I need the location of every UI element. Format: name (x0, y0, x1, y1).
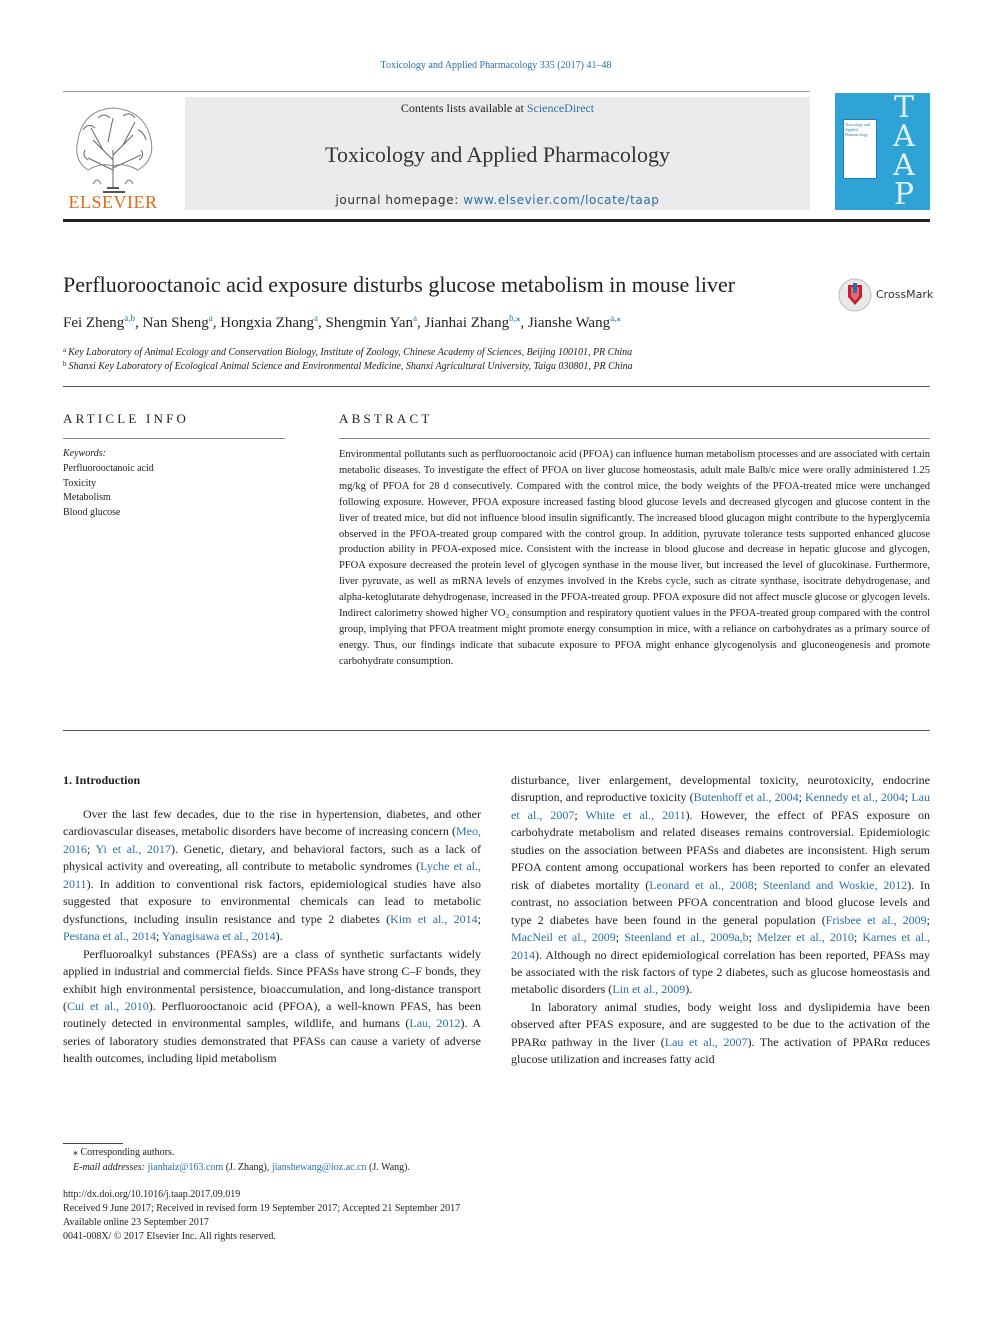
citation-link[interactable]: Steenland et al., 2009a,b (624, 930, 749, 945)
keyword: Toxicity (63, 477, 97, 489)
citation-link[interactable]: Lau, 2012 (409, 1016, 461, 1031)
author-name: Shengmin Yan (325, 315, 414, 331)
article-title: Perfluorooctanoic acid exposure disturbs glucose metabolism in mouse liver (63, 272, 736, 297)
body-column-right (511, 772, 930, 1069)
article-info-rule (63, 438, 285, 439)
citation-link[interactable]: Yi et al., 2017 (95, 841, 172, 856)
affiliation-text: Shanxi Key Laboratory of Ecological Animal Science and Environmental Medicine, Shanxi Agricultural University, Taigu 030801, PR China (68, 361, 633, 372)
received-dates: Received 9 June 2017; Received in revised form 19 September 2017; Accepted 21 September 2017 (63, 1203, 461, 1214)
author-separator: , (417, 315, 425, 331)
author-affiliation-mark[interactable]: a,b (124, 313, 135, 323)
journal-citation[interactable]: Toxicology and Applied Pharmacology 335 (2017) 41–48 (380, 60, 612, 71)
citation-link[interactable]: Leonard et al., 2008 (649, 877, 754, 892)
author-affiliation-mark[interactable]: b,⁎ (509, 313, 521, 323)
citation-link[interactable]: Frisbee et al., 2009 (825, 912, 927, 927)
affiliation-text: Key Laboratory of Animal Ecology and Conservation Biology, Institute of Zoology, Chinese Academy of Sciences, Beijing 100101, PR China (68, 347, 633, 358)
journal-cover-image[interactable] (835, 90, 930, 212)
email-owner: (J. Wang). (366, 1162, 410, 1173)
citation-link[interactable]: White et al., 2011 (585, 807, 686, 822)
author-name: Jianhai Zhang (424, 315, 510, 331)
journal-homepage (185, 193, 810, 207)
body-text: disturbance, liver enlargement, developmental toxicity, neurotoxicity, endocrine disruption, and reproductive toxicity ( (511, 773, 930, 805)
abstract-heading: ABSTRACT (339, 411, 433, 426)
body-text: ; (853, 930, 863, 945)
footnote-rule (63, 1143, 123, 1144)
body-text: ; (798, 790, 806, 805)
author-affiliation-mark[interactable]: a (313, 313, 318, 323)
body-text: ). However, the effect of PFAS exposure on carbohydrate metabolism and related diseases remains controversial. Epidemiologic studies on the association between PFASs and diabetes are inconsistent. High serum PFOA content among occupational workers has been reported to confer an elevated risk of diabetes mortality ( (511, 807, 931, 892)
abstract-text: Environmental pollutants such as perfluorooctanoic acid (PFOA) can influence human metabolism processes and are associated with certain metabolic diseases. To investigate the effect of PFOA on liver glucose homeostasis, adult male Balb/c mice were orally administered 1.25 mg/kg of PFOA for 28 d consecutively. Compared with the control mice, the body weights of the PFOA-treated mice were unchanged following exposure. However, PFOA exposure increased fasting blood glucose levels and decreased glycogen and glucose content in the liver of treated mice, but did not influence blood insulin significantly. The increased blood glucagon might contribute to the hyperglycemia observed in the PFOA-treated group compared with the control group. In addition, pyruvate tolerance tests supported enhanced glucose production ability in PFOA-exposed mice. Consistent with the increase in blood glucose and decrease in hepatic glucose and glycogen, PFOA exposure decreased the protein level of glycogen synthase in the mouse liver, but increased the level of glucokinase. Furthermore, liver pyruvate, as well as mRNA levels of enzymes involved in the Krebs cycle, such as citrate synthase, isocitrate dehydrogenase, and alpha-ketoglutarate dehydrogenase, increased in the PFOA-treated group. PFOA exposure did not affect muscle glucose or glycogen levels. Indirect calorimetry showed higher VO₂ consumption and respiratory quotient values in the PFOA-treated group compared with the control group, implying that PFOA treatment might promote energy consumption in mice, with a reliance on carbohydrates as a primary source of energy. Thus, our findings indicate that subacute exposure to PFOA might enhance glycogenolysis and gluconeogenesis and promote carbohydrate consumption. (339, 449, 930, 667)
paragraph (511, 999, 930, 1069)
header-thick-rule (63, 219, 930, 222)
available-online: Available online 23 September 2017 (63, 1217, 209, 1228)
crossmark-label[interactable]: CrossMark (876, 288, 934, 301)
citation-link[interactable]: Steenland and Woskie, 2012 (762, 877, 908, 892)
author-separator: , (520, 315, 528, 331)
cover-mini-title: Toxicology and Applied Pharmacology (845, 122, 870, 137)
author-affiliation-mark[interactable]: a (208, 313, 213, 323)
body-text: ; (904, 790, 912, 805)
article-info-heading: ARTICLE INFO (63, 411, 190, 426)
author-list (63, 313, 621, 332)
citation-link[interactable]: Lyche et al., 2011 (63, 859, 482, 891)
abstract-bottom-rule (63, 730, 930, 731)
citation-link[interactable]: Pestana et al., 2014 (63, 929, 156, 944)
abstract-rule (339, 438, 930, 439)
author-name: Fei Zheng (63, 315, 125, 331)
citation-link[interactable]: Lau et al., 2007 (664, 1034, 748, 1049)
author-name: Jianshe Wang (527, 315, 611, 331)
body-text: ). Perfluorooctanoic acid (PFOA), a well-known PFAS, has been routinely detected in environmental samples, wildlife, and humans ( (63, 998, 481, 1031)
paragraph (63, 946, 481, 1068)
body-text: ). In contrast, no association between PFOA concentration and blood glucose levels and type 2 diabetes have been found in the general population ( (511, 877, 930, 927)
cover-letters (884, 90, 924, 212)
header-rule (63, 91, 810, 92)
keyword: Metabolism (63, 492, 111, 503)
title-rule (63, 386, 930, 387)
body-text: ; (926, 912, 930, 927)
keyword: Perfluorooctanoic acid (63, 463, 154, 474)
homepage-prefix: journal homepage: (335, 193, 464, 207)
citation-link[interactable]: Kennedy et al., 2004 (805, 790, 905, 805)
author-name: Hongxia Zhang (220, 315, 314, 331)
citation-link[interactable]: Yanagisawa et al., 2014 (161, 929, 276, 944)
citation-link[interactable]: Karnes et al., 2014 (511, 930, 930, 962)
keywords-label: Keywords: (63, 448, 106, 459)
body-text: ). Although no direct epidemiological correlation has been reported, PFASs may be associated with the risk factors of type 2 diabetes, such as glucose homeostasis and metabolic disorders ( (511, 947, 930, 997)
body-text: ). The activation of PPARα reduces glucose utilization and increases fatty acid (511, 1034, 931, 1067)
body-column-left (63, 806, 481, 1068)
copyright: 0041-008X/ © 2017 Elsevier Inc. All rights reserved. (63, 1231, 276, 1242)
keywords-list (63, 462, 154, 520)
email-owner: (J. Zhang), (223, 1162, 272, 1173)
citation-link[interactable]: MacNeil et al., 2009 (511, 930, 616, 945)
citation-link[interactable]: Melzer et al., 2010 (757, 930, 854, 945)
email-label: E-mail addresses: (73, 1162, 148, 1173)
body-text: ; (87, 841, 96, 856)
email-note (73, 1162, 410, 1173)
introduction-heading: 1. Introduction (63, 773, 141, 787)
body-text: ). (275, 929, 283, 944)
author-separator: , (212, 315, 221, 331)
body-text: ). A series of laboratory studies demonstrated that PFASs can cause a variety of adverse health outcomes, including lipid metabolism (63, 1016, 482, 1066)
citation-link[interactable]: Lin et al., 2009 (612, 982, 686, 997)
contents-prefix: Contents lists available at (400, 101, 527, 115)
keyword: Blood glucose (63, 506, 121, 518)
body-text: ; (615, 930, 625, 945)
email-link-wang[interactable]: jianshewang@ioz.ac.cn (271, 1162, 367, 1173)
journal-title: Toxicology and Applied Pharmacology (325, 142, 670, 167)
citation-link[interactable]: Butenhoff et al., 2004 (693, 790, 799, 805)
citation-link[interactable]: Meo, 2016 (63, 824, 481, 856)
cover-letter-4: P (893, 177, 915, 212)
cover-letter-1: T (893, 90, 914, 125)
body-text: Perfluoroalkyl substances (PFASs) are a class of synthetic surfactants widely applied in industrial and commercial fields. Since PFASs have strong C–F bonds, they exhibit high environmental persistence, bioaccumulation, and long-distance transport ( (63, 946, 481, 1013)
contents-line (185, 101, 810, 116)
doi-link[interactable]: http://dx.doi.org/10.1016/j.taap.2017.09.019 (63, 1189, 241, 1200)
body-text: Over the last few decades, due to the rise in hypertension, diabetes, and other cardiovascular diseases, metabolic disorders have become of increasing concern ( (63, 807, 481, 839)
citation-link[interactable]: Lau et al., 2007 (511, 790, 930, 822)
paragraph (63, 806, 481, 946)
author-affiliation-mark[interactable]: a,⁎ (610, 313, 621, 323)
homepage-link[interactable]: www.elsevier.com/locate/taap (463, 193, 660, 207)
cover-letter-2: A (893, 119, 915, 154)
corresponding-note: ⁎ Corresponding authors. (73, 1147, 175, 1158)
body-text: ; (477, 911, 482, 926)
body-text: ; (574, 807, 586, 822)
author-name: Nan Sheng (142, 315, 209, 331)
author-separator: , (135, 315, 143, 331)
citation-link[interactable]: Cui et al., 2010 (67, 998, 149, 1013)
publisher-logo-text: ELSEVIER (68, 192, 158, 212)
author-affiliation-mark[interactable]: a (413, 313, 418, 323)
affiliation-key: b (63, 360, 67, 368)
body-text: ). (685, 982, 693, 997)
author-separator: , (317, 315, 326, 331)
body-text: In laboratory animal studies, body weight loss and dyslipidemia have been observed after PFAS exposure, and are suggested to be due to the activation of the PPARα pathway in the liver ( (511, 999, 930, 1049)
body-text: ; (155, 929, 162, 944)
sciencedirect-link[interactable]: ScienceDirect (526, 101, 595, 115)
citation-link[interactable]: Kim et al., 2014 (390, 911, 478, 926)
cover-letter-3: A (893, 148, 915, 183)
body-text: ). Genetic, dietary, and behavioral factors, such as a lack of physical activity and overeating, all contribute to metabolic syndromes ( (63, 841, 482, 874)
email-link-zhang[interactable]: jianhaiz@163.com (147, 1162, 224, 1173)
paragraph (511, 772, 930, 999)
body-text: ). In addition to conventional risk factors, epidemiological studies have also suggested that exposure to environmental chemicals can lead to metabolic dysfunctions, including insulin resistance and type 2 diabetes ( (63, 876, 481, 926)
affiliation-key: a (63, 346, 67, 354)
crossmark-icon[interactable] (838, 278, 872, 312)
affiliation-b (63, 360, 633, 372)
affiliation-a (63, 346, 632, 358)
body-text: ; (748, 930, 758, 945)
body-text: ; (753, 877, 763, 892)
